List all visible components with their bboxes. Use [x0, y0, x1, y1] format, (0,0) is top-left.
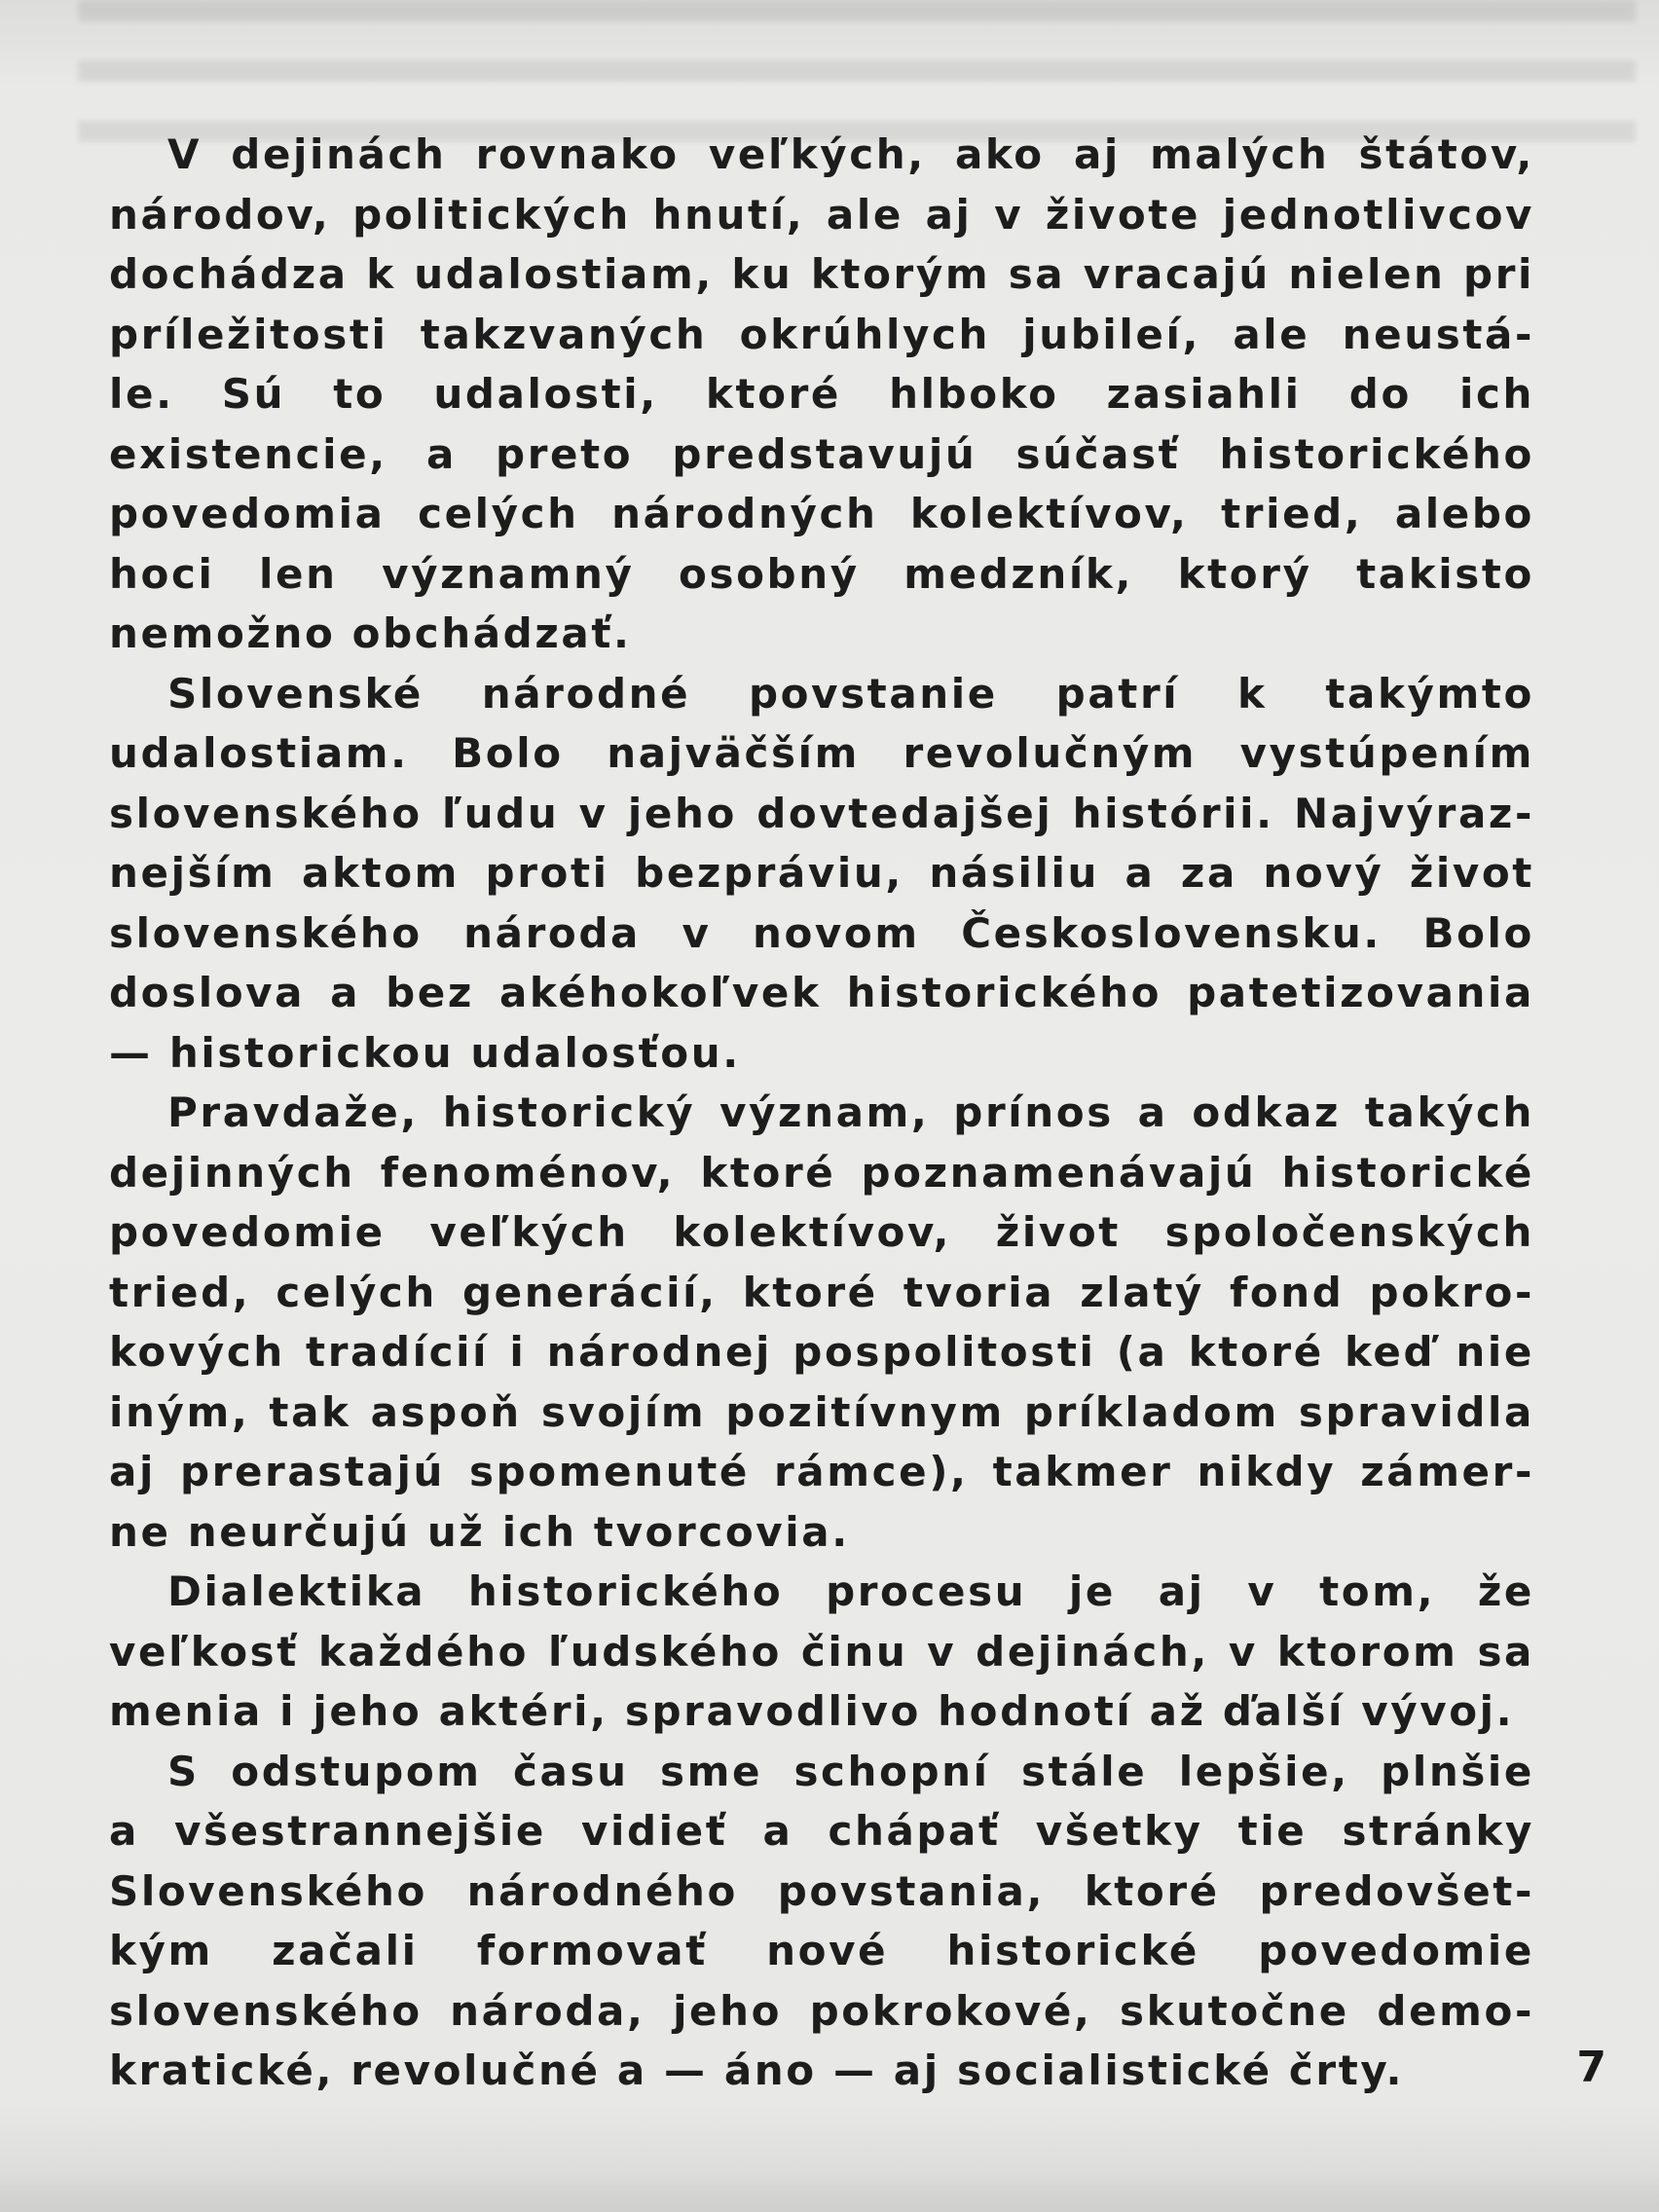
text-line: nejším aktom proti bezpráviu, násiliu a za nový život: [109, 849, 1534, 897]
page-bottom-edge: [0, 2173, 1659, 2212]
text-line: tried, celých generácií, ktoré tvoria zlatý fond pokro-: [109, 1268, 1534, 1316]
text-line: menia i jeho aktéri, spravodlivo hodnotí až ďalší vývoj.: [109, 1687, 1515, 1735]
text-line: aj prerastajú spomenuté rámce), takmer nikdy zámer-: [109, 1448, 1534, 1495]
text-line: udalostiam. Bolo najväčším revolučným vystúpením: [109, 729, 1534, 777]
text-line: a všestrannejšie vidieť a chápať všetky tie stránky: [109, 1807, 1534, 1855]
paragraph-5: [109, 1742, 1534, 2101]
text-line: dochádza k udalostiam, ku ktorým sa vracajú nielen pri: [109, 250, 1534, 298]
text-line: Slovenské národné povstanie patrí k takýmto: [167, 669, 1534, 718]
text-line: iným, tak aspoň svojím pozitívnym príkladom spravidla: [109, 1387, 1534, 1436]
text-line: Slovenského národného povstania, ktoré predovšet-: [109, 1866, 1534, 1915]
text-line: slovenského národa, jeho pokrokové, skutočne demo-: [109, 1986, 1534, 2035]
text-line: kratické, revolučné a — áno — aj socialistické črty.: [109, 2046, 1405, 2094]
paragraph-1: [109, 125, 1534, 664]
page-number: 7: [1576, 2043, 1606, 2092]
paragraph-3: [109, 1083, 1534, 1562]
text-line: existencie, a preto predstavujú súčasť historického: [109, 429, 1534, 478]
text-line: národov, politických hnutí, ale aj v živote jednotlivcov: [109, 190, 1534, 239]
text-line: slovenského ľudu v jeho dovtedajšej histórii. Najvýraz-: [109, 789, 1534, 837]
text-line: le. Sú to udalosti, ktoré hlboko zasiahli do ich: [109, 370, 1534, 418]
text-line: doslova a bez akéhokoľvek historického patetizovania: [109, 969, 1534, 1016]
paragraph-2: [109, 664, 1534, 1084]
text-line: nemožno obchádzať.: [109, 609, 632, 657]
body-text: [109, 125, 1534, 2101]
text-line: kových tradícií i národnej pospolitosti (a ktoré keď nie: [109, 1328, 1534, 1376]
text-line: Dialektika historického procesu je aj v tom, že: [167, 1567, 1534, 1615]
text-line: V dejinách rovnako veľkých, ako aj malých štátov,: [167, 130, 1534, 178]
text-line: príležitosti takzvaných okrúhlych jubileí, ale neustá-: [109, 310, 1534, 358]
paragraph-4: [109, 1562, 1534, 1742]
text-line: — historickou udalosťou.: [109, 1028, 741, 1077]
text-line: Pravdaže, historický význam, prínos a odkaz takých: [167, 1088, 1534, 1136]
text-line: hoci len významný osobný medzník, ktorý takisto: [109, 549, 1534, 598]
text-line: povedomie veľkých kolektívov, život spoločenských: [109, 1208, 1534, 1256]
text-line: veľkosť každého ľudského činu v dejinách, v ktorom sa: [109, 1627, 1534, 1676]
text-line: kým začali formovať nové historické povedomie: [109, 1927, 1534, 1974]
text-line: povedomia celých národných kolektívov, tried, alebo: [109, 490, 1534, 537]
text-line: dejinných fenoménov, ktoré poznamenávajú historické: [109, 1148, 1534, 1197]
text-line: slovenského národa v novom Československu. Bolo: [109, 908, 1534, 957]
text-line: S odstupom času sme schopní stále lepšie, plnšie: [167, 1747, 1534, 1795]
text-line: ne neurčujú už ich tvorcovia.: [109, 1507, 850, 1556]
